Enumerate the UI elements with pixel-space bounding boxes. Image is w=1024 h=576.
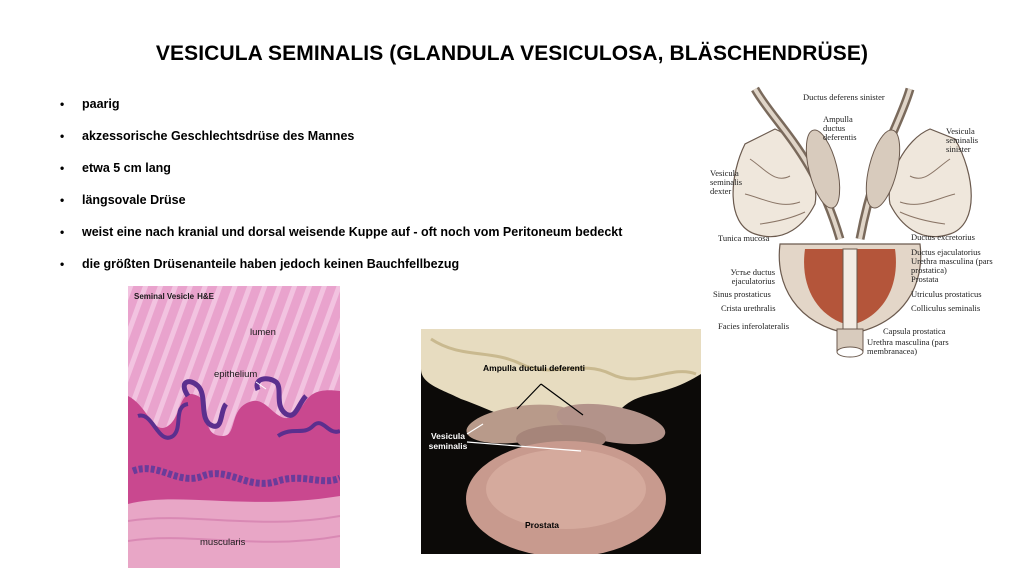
vesicula-sinister-label: Vesicula seminalis sinister xyxy=(946,126,979,154)
bullet-item xyxy=(60,193,622,225)
histology-drawing xyxy=(128,286,340,568)
bullet-dot-icon: • xyxy=(60,225,65,239)
vesicula-dexter-label: Vesicula seminalis dexter xyxy=(710,168,743,196)
dissection-photo xyxy=(421,329,701,554)
ampulla-label: Ampulla ductuli deferenti xyxy=(483,363,586,373)
bullet-list xyxy=(60,97,622,289)
sinus-prostaticus-label: Sinus prostaticus xyxy=(713,289,771,299)
bullet-text: längsovale Drüse xyxy=(82,193,186,207)
utriculus-prostaticus-label: Utriculus prostaticus xyxy=(911,289,982,299)
histology-stain: H&E xyxy=(197,292,214,301)
bullet-text: paarig xyxy=(82,97,120,111)
crista-urethralis-label: Crista urethralis xyxy=(721,303,776,313)
slide-title: VESICULA SEMINALIS (GLANDULA VESICULOSA, BLÄSCHENDRÜSE) xyxy=(155,42,869,65)
bullet-item xyxy=(60,129,622,161)
bullet-dot-icon: • xyxy=(60,193,65,207)
ductus-deferens-sinister-label: Ductus deferens sinister xyxy=(803,92,885,102)
ductus-excretorius-label: Ductus excretorius xyxy=(911,232,975,242)
ustye-label: Устье ductus ejaculatorius xyxy=(730,267,775,286)
bullet-item xyxy=(60,225,622,257)
bullet-item xyxy=(60,97,622,129)
epithelium-label: epithelium xyxy=(214,369,258,380)
bullet-text: akzessorische Geschlechtsdrüse des Mannes xyxy=(82,129,355,143)
bullet-item xyxy=(60,257,622,289)
bullet-dot-icon: • xyxy=(60,161,65,175)
ductus-ejaculatorius-label: Ductus ejaculatorius xyxy=(911,247,981,257)
tunica-mucosa-label: Tunica mucosa xyxy=(718,233,770,243)
bullet-dot-icon: • xyxy=(60,97,65,111)
histology-title-text: Seminal Vesicle xyxy=(134,292,195,301)
anatomy-drawing xyxy=(705,84,1000,360)
histology-image xyxy=(128,286,340,568)
bullet-item xyxy=(60,161,622,193)
colliculus-seminalis-label: Colliculus seminalis xyxy=(911,303,981,313)
facies-inferolateralis-label: Facies inferolateralis xyxy=(718,321,790,331)
lumen-label: lumen xyxy=(250,327,276,338)
ampulla-ductus-label: Ampulla ductus deferentis xyxy=(823,114,857,142)
bullet-dot-icon: • xyxy=(60,129,65,143)
bullet-text: etwa 5 cm lang xyxy=(82,161,171,175)
vesicula-label: Vesicula seminalis xyxy=(428,431,468,451)
urethra-prostatica-label: Urethra masculina (pars prostatica) xyxy=(911,256,993,275)
histology-title xyxy=(134,290,214,302)
prostata-label: Prostata xyxy=(911,274,939,284)
bullet-text: weist eine nach kranial und dorsal weisende Kuppe auf - oft noch vom Peritoneum bedeckt xyxy=(82,225,623,239)
urethra-membranacea-label: Urethra masculina (pars membranacea) xyxy=(867,337,949,356)
bullet-dot-icon: • xyxy=(60,257,65,271)
prostata-photo-label: Prostata xyxy=(525,520,560,530)
bullet-text: die größten Drüsenanteile haben jedoch keinen Bauchfellbezug xyxy=(82,257,460,271)
capsula-prostatica-label: Capsula prostatica xyxy=(883,326,946,336)
muscularis-label: muscularis xyxy=(200,537,246,548)
